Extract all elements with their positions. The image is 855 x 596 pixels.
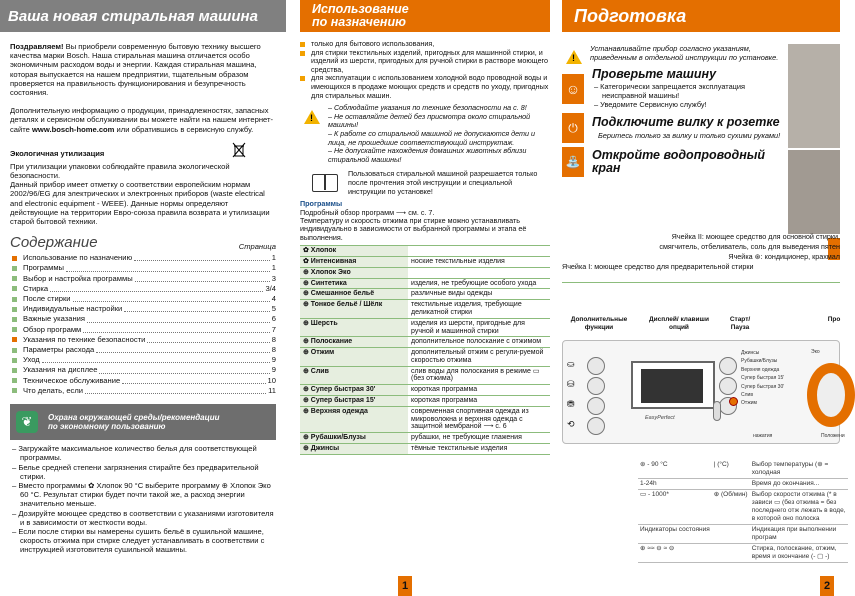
eco-box-title [48,413,220,431]
program-name: ⊕ Отжим [300,348,408,367]
faucet-icon: ⛲ [562,147,584,177]
program-desc: современная спортивная одежда из микроволокна и верхняя одежда с защитной мембраной ⟶ с. 6 [408,406,550,432]
display-key-1[interactable] [719,357,737,375]
divider [562,282,840,283]
rinse-icon: ⛃ [567,399,575,409]
warning-item: – К работе со стиральной машиной не допускаются дети и лица, не прошедшие соответствующий инструктаж. [328,128,536,147]
table-row [638,479,848,490]
toc-item[interactable] [10,376,276,386]
table-row [300,246,550,257]
page-number-1-text: 1 [401,580,409,592]
legend-unit: ⊕ (Об/мин) [712,490,750,525]
page-number-2 [820,576,834,596]
toc-item[interactable] [10,274,276,284]
toc-bullet-icon [12,276,17,281]
legend-symbol: ⊕ ≈≈ ⊖ ≈ ⊖ [638,544,712,563]
options-label: Дополнительные функции [570,316,628,331]
legend-desc: Стирка, полоскание, отжим, время и окончание (- ▢ -) [750,544,848,563]
preparation-title: Подготовка [574,5,687,26]
dial-program-label: Рубашки/Блузы [741,358,778,365]
check-title: Проверьте машину [592,67,717,81]
toc-label: Выбор и настройка программы [23,273,133,283]
toc-label: Использование по назначению [23,253,133,263]
eco-tip: – Загружайте максимальное количество белья для соответствующей программы. [12,444,257,463]
machine-photo-bottom [788,150,840,234]
program-name: ⊕ Супер быстрая 30' [300,385,408,396]
toc-page: 3 [271,273,276,283]
book-icon [312,174,338,192]
intro-title: Ваша новая стиральная машина [8,7,258,25]
eco-title: Экологичная утилизация [10,148,105,158]
usage-item [300,49,550,75]
warning-icon: ! [304,110,320,124]
tray-line-3: Ячейка ⊛: кондиционер, крахмал [728,252,840,261]
toc-leader [96,347,270,353]
table-row [638,490,848,525]
eco-tip: – Вместо программы ✿ Хлопок 90 °C выберите программу ⊕ Хлопок Эко 60 °C. Результат стирки будет почти такой же, а расход энергии значительно меньше. [12,480,271,509]
toc-bullet-icon [12,378,17,383]
dial-program-label: Супер быстрая 30' [741,383,785,390]
toc-bullet-icon [12,388,17,393]
toc-leader [66,266,270,272]
toc-page: 8 [271,345,276,355]
usage-title-line1: Использование [312,2,409,16]
program-name: ⊕ Слив [300,366,408,385]
program-desc: короткая программа [408,396,550,407]
toc-item[interactable] [10,345,276,355]
dial-program-label: Верхняя одежда [741,366,780,373]
toc-label: Стирка [23,283,49,293]
toc-bullet-icon [12,327,17,332]
usage-title-line2: по назначению [312,15,406,29]
read-manual-note [300,170,550,196]
table-row [300,385,550,396]
legend-unit [712,479,750,490]
toc-page: 10 [267,375,276,385]
spin-icon: ⟲ [567,419,575,429]
column-usage [300,0,550,596]
eco-text-1: При утилизации упаковки соблюдайте правила экологической безопасности. [10,161,230,181]
water-title-line1: Откройте водопроводный [592,148,766,163]
install-text: Устанавливайте прибор согласно указаниям, приведенным в отдельной инструкции по установке. [590,44,779,62]
toc-bullet-icon [12,266,17,271]
program-desc: слив воды для полоскания в режиме ▭ (без отжима) [408,366,550,385]
toc-page: 9 [271,365,276,375]
legend-unit [712,525,750,544]
dial-right-label: Эко [811,349,820,355]
toc-leader [135,276,270,282]
read-manual-text: Пользоваться стиральной машиной разрешается только после прочтения этой инструкции и специальной инструкции по установке! [348,169,538,196]
water-title [592,149,765,175]
panel-bottom-right-label: Положени [821,433,845,439]
legend-symbol: ▭ - 1000* [638,490,712,525]
toc-label: Уход [23,355,40,365]
congrats-paragraph [10,42,276,97]
info-paragraph [10,106,276,134]
column-preparation [562,0,846,596]
table-row [300,396,550,407]
program-dial[interactable] [807,363,855,427]
option-button-2[interactable] [587,377,605,395]
table-row [638,525,848,544]
program-name: ⊕ Синтетика [300,278,408,289]
toc-label: Программы [23,263,65,273]
toc-item[interactable] [10,253,276,263]
program-name: ✿ Хлопок [300,246,408,257]
water-title-line2: кран [592,161,621,176]
bullet-icon [300,51,305,56]
option-button-3[interactable] [587,397,605,415]
display-screen [631,361,715,409]
toc-page: 5 [271,304,276,314]
toc-leader [134,255,270,261]
program-desc: дополнительное полоскание с отжимом [408,337,550,348]
display-key-2[interactable] [719,377,737,395]
eco-text-2: Данный прибор имеет отметку о соответствии европейским нормам 2002/96/EG для электрических и электронных приборов (waste electrical and electronic equipment - WEEE). Данные нормы определяют действующие на территории Евро-союза правила возврата и утилизации старой бытовой техники. [10,180,270,227]
info-text-end: или обратившись в сервисную службу. [114,124,254,134]
program-name: ⊕ Супер быстрая 15' [300,396,408,407]
tray-line-2: смягчитель, отбеливатель, соль для выведения пятен [659,242,840,251]
program-label: Про [827,316,841,323]
toc-page: 7 [271,324,276,334]
programs-intro-1: Подробный обзор программ ⟶ см. с. 7. [300,207,435,217]
table-row [300,256,550,267]
table-row [300,348,550,367]
program-desc: текстильные изделия, требующие деликатной стирки [408,300,550,319]
toc-page: 4 [271,294,276,304]
program-desc: ноские текстильные изделия [408,256,550,267]
toc-item[interactable] [10,314,276,324]
table-row [638,544,848,563]
eco-tips-box [10,404,276,440]
display-legend [638,460,848,563]
toc-label: Важные указания [23,314,86,324]
table-row [300,267,550,278]
legend-symbol: ⊛ - 90 °C [638,460,712,479]
warning-icon-install: ! [566,50,582,64]
toc-item[interactable] [10,335,276,345]
legend-desc: Выбор температуры (⊛ = холодная [750,460,848,479]
tray-line-1: Ячейка II: моющее средство для основной стирки, [671,232,840,241]
toc-leader [99,368,269,374]
programs-table [300,245,550,455]
toc-page: 6 [271,314,276,324]
toc-leader [73,296,270,302]
toc-item[interactable] [10,294,276,304]
page-number-1 [398,576,412,596]
toc-bullet-icon [12,286,17,291]
inspect-icon: ☺ [562,74,584,104]
toc-page: 9 [271,355,276,365]
program-desc: дополнительный отжим с регули-руемой скоростью отжима [408,348,550,367]
toc-leader [87,317,270,323]
eco-tip: – Дозируйте моющее средство в соответствии с указаниями изготовителя и в зависимости от жесткости воды. [12,508,274,527]
program-name: ⊕ Тонкое бельё / Шёлк [300,300,408,319]
toc-item[interactable] [10,365,276,375]
toc-leader [50,286,263,292]
program-desc: изделия из шерсти, пригодные для ручной и машинной стирки [408,318,550,337]
eco-box-line1: Охрана окружающей среды/рекомендации [48,413,220,423]
table-row [300,433,550,444]
toc-label: Обзор программ [23,324,82,334]
start-pause-button[interactable] [713,401,721,421]
congrats-bold: Поздравляем! [10,42,64,51]
prewash-icon: ⛀ [567,359,575,369]
congrats-text: Вы приобрели современную бытовую технику высшего качества марки Bosch. Наша стиральная машина отличается особо экономичным расходом воды и энергии. Каждая стиральная машина, которая выпускается на нашем предприятии, тщательным образом проверяется на правильность функционирования и безупречность состояния. [10,42,261,98]
preparation-header [562,0,840,32]
control-panel [562,340,845,444]
toc-bullet-icon [12,256,17,261]
leaf-icon: ❦ [16,411,38,433]
toc-page: 1 [271,253,276,263]
toc-leader [122,378,265,384]
eco-tips-list [10,444,276,554]
table-row [638,460,848,479]
program-name: ⊕ Верхняя одежда [300,406,408,432]
warning-item: – Не допускайте нахождения домашних животных вблизи стиральной машины! [328,146,527,164]
warning-item: – Соблюдайте указания по технике безопасности на с. 8! [328,103,527,113]
dial-program-label: Отжим [741,400,757,407]
table-row [300,278,550,289]
toc-label: Указания на дисплее [23,365,98,375]
crossed-bin-icon [232,142,246,158]
toc-label: Индивидуальные настройки [23,304,123,314]
program-name: ⊕ Шерсть [300,318,408,337]
programs-intro-2: Температуру и скорость отжима при стирке можно устанавливать индивидуально в зависимости от выбранной программы и этапа её выполнения. [300,215,527,242]
check-item: – Уведомите Сервисную службу! [594,99,707,109]
toc-item[interactable] [10,284,276,294]
toc-page-header: Страница [238,242,276,252]
toc-label: После стирки [23,294,71,304]
program-desc: тёмные текстильные изделия [408,444,550,455]
usage-text: для эксплуатации с использованием холодной водо проводной воды и имеющихся в продаже моющих средств и средств по уходу, пригодных для стиральных машин. [311,73,549,100]
plug-icon: ⏻ [562,113,584,143]
dial-program-label: Слив [741,392,753,399]
program-desc [408,246,550,257]
detergent-tray-text [562,232,840,272]
toc-bullet-icon [12,317,17,322]
toc-label: Указания по технике безопасности [23,334,146,344]
legend-desc: Индикация при выполнении програм [750,525,848,544]
program-name: ✿ Интенсивная [300,256,408,267]
program-name: ⊕ Джинсы [300,444,408,455]
info-text: Дополнительную информацию о продукции, принадлежностях, запасных деталях и сервисном обслуживании вы можете найти на нашем интернет-сайте [10,106,274,134]
toc-item[interactable] [10,355,276,365]
table-row [300,366,550,385]
intro-header [0,0,286,32]
programs-title: Программы [300,199,343,209]
toc-page: 3/4 [265,283,276,293]
warning-item: – Не оставляйте детей без присмотра около стиральной машины! [328,111,531,130]
toc-bullet-icon [12,358,17,363]
toc-leader [124,306,269,312]
tray-line-4: Ячейка I: моющее средство для предварительной стирки [562,262,754,271]
toc-item[interactable] [10,386,276,396]
table-of-contents [10,253,276,396]
program-desc: рубашки, не требующие глажения [408,433,550,444]
toc-bullet-icon [12,297,17,302]
legend-symbol: Индикаторы состояния [638,525,712,544]
program-desc [408,267,550,278]
program-desc: изделия, не требующие особого ухода [408,278,550,289]
eco-tip: – Если после стирки вы намерены сушить бельё в сушильной машине, скорость отжима при стирке следует устанавливать в соответствии с инструкцией изготовителя сушильной машины. [12,526,265,555]
toc-title: Содержание [10,234,98,252]
legend-desc: Время до окончания... [750,479,848,490]
dial-program-label: Супер быстрая 15' [741,375,785,382]
toc-leader [42,357,270,363]
eco-tip: – Белье средней степени загрязнения стирайте без предварительной стирки. [12,462,259,481]
toc-bullet-icon [12,337,17,342]
toc-page: 8 [271,334,276,344]
toc-page: 11 [268,385,276,395]
bullet-icon [300,42,305,47]
usage-text: для стирки текстильных изделий, пригодных для машинной стирки, и изделий из шерсти, пригодных для ручной стирки в растворе моющего средства, [311,47,549,74]
table-row [300,300,550,319]
program-name: ⊕ Смешанное бельё [300,289,408,300]
program-name: ⊕ Хлопок Эко [300,267,408,278]
socket-text: Беритесь только за вилку и только сухими руками! [598,130,781,140]
option-button-1[interactable] [587,357,605,375]
table-row [300,444,550,455]
usage-header [300,0,550,32]
toc-label: Техническое обслуживание [23,375,121,385]
check-item: – Категорически запрещается эксплуатация неисправной машины! [594,82,746,100]
toc-bullet-icon [12,307,17,312]
usage-text: только для бытового использования, [311,39,435,48]
table-row [300,406,550,432]
legend-symbol: 1-24h [638,479,712,490]
check-list [592,83,784,109]
program-desc: различные виды одежды [408,289,550,300]
bullet-icon [300,76,305,81]
machine-photo-top [788,44,840,148]
toc-item[interactable] [10,263,276,273]
website-link[interactable]: www.bosch-home.com [32,124,115,134]
legend-unit: | (°C) [712,460,750,479]
toc-label: Параметры расхода [23,345,95,355]
pointer-dot [729,397,738,406]
program-desc: короткая программа [408,385,550,396]
program-name: ⊕ Полоскание [300,337,408,348]
toc-leader [147,337,269,343]
brand-label: EasyPerfect [645,415,675,421]
table-row [300,337,550,348]
start-label: Старт/ Пауза [729,316,751,331]
toc-bullet-icon [12,348,17,353]
eco-icon: ⛁ [567,379,575,389]
toc-item[interactable] [10,304,276,314]
display-label: Дисплей/ клавиши опций [649,316,709,331]
toc-bullet-icon [12,368,17,373]
warning-list [328,104,550,164]
dial-program-label: Джинсы [741,350,760,356]
socket-title: Подключите вилку к розетке [592,114,780,129]
toc-leader [83,327,270,333]
program-dial-labels [741,349,784,408]
toc-label: Что делать, если [23,385,84,395]
eco-box-line2: по экономному пользованию [48,422,166,432]
toc-page: 1 [271,263,276,273]
column-intro [0,0,286,596]
table-row [300,318,550,337]
usage-item [300,74,550,100]
usage-list [300,40,550,100]
legend-unit [712,544,750,563]
table-row [300,289,550,300]
safety-warning [300,104,550,164]
legend-desc: Выбор скорости отжима (* в зависи ▭ (без отжима = без последнего отж лежать в воде, в которой оно полоска [750,490,848,525]
toc-leader [85,388,266,394]
panel-bottom-left-label: нажатия [753,433,773,439]
option-button-4[interactable] [587,417,605,435]
page-number-2-text: 2 [823,580,831,592]
toc-item[interactable] [10,325,276,335]
program-name: ⊕ Рубашки/Блузы [300,433,408,444]
